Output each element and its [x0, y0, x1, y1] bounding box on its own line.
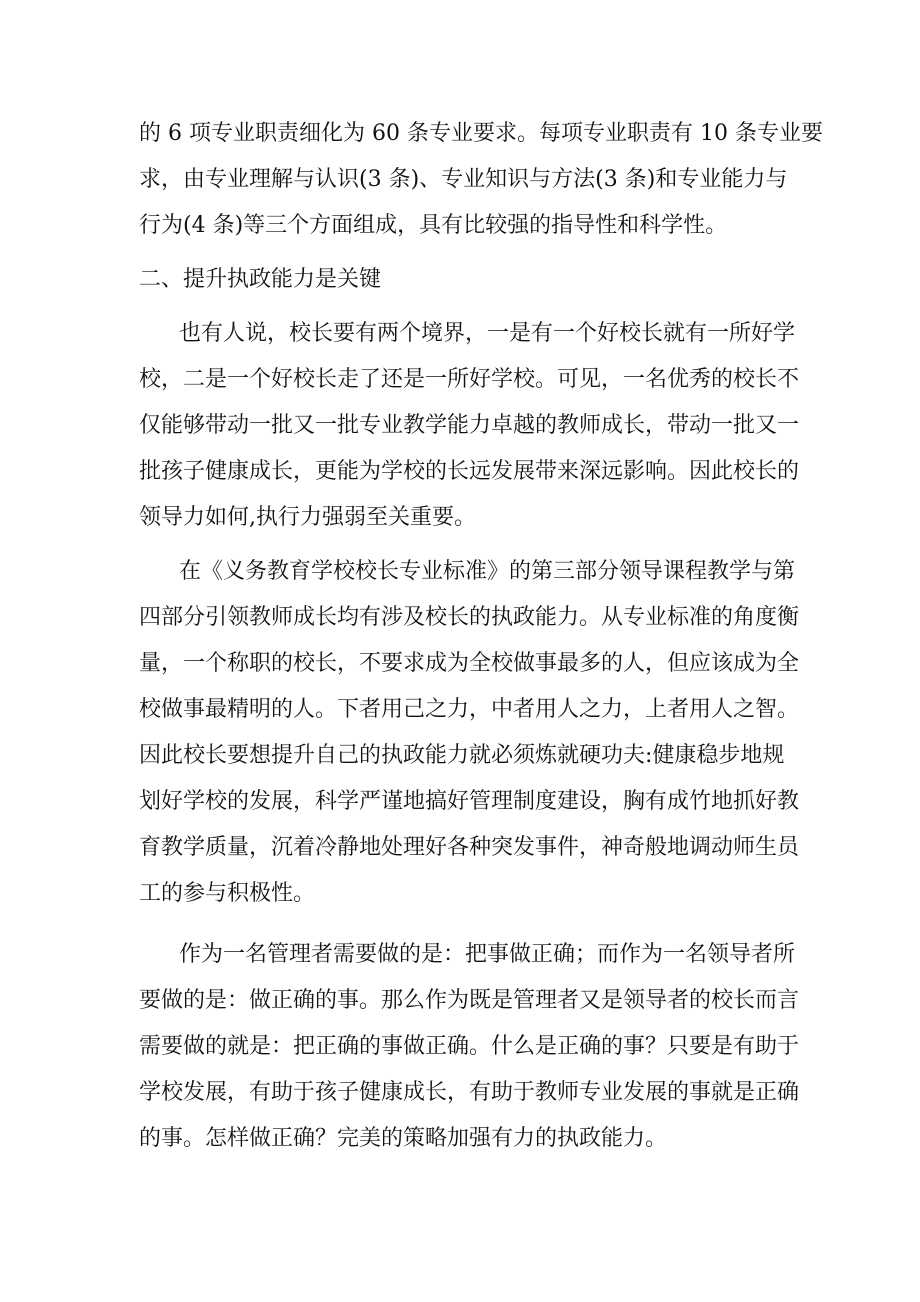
text-line: 需要做的就是：把正确的事做正确。什么是正确的事？只要是有助于 — [139, 1034, 800, 1059]
text-line: 要做的是：做正确的事。那么作为既是管理者又是领导者的校长而言 — [139, 988, 800, 1013]
text-line: 工的参与积极性。 — [139, 881, 316, 906]
text-line: 求，由专业理解与认识(3 条)、专业知识与方法(3 条)和专业能力与 — [139, 167, 788, 192]
paragraph-two-realms — [139, 311, 800, 541]
text-line: 划好学校的发展，科学严谨地搞好管理制度建设，胸有成竹地抓好教 — [139, 789, 800, 814]
text-line: 也有人说，校长要有两个境界，一是有一个好校长就有一所好学 — [179, 321, 796, 346]
paragraph-standard — [139, 549, 800, 917]
text-line: 校，二是一个好校长走了还是一所好学校。可见，一名优秀的校长不 — [139, 367, 800, 392]
text-line: 因此校长要想提升自己的执政能力就必须炼就硬功夫:健康稳步地规 — [139, 743, 785, 768]
heading-text: 二、提升执政能力是关键 — [139, 267, 382, 292]
paragraph-continuation — [139, 111, 823, 249]
text-line: 作为一名管理者需要做的是：把事做正确；而作为一名领导者所 — [179, 942, 796, 967]
text-line: 的事。怎样做正确？完美的策略加强有力的执政能力。 — [139, 1126, 668, 1151]
text-line: 四部分引领教师成长均有涉及校长的执政能力。从专业标准的角度衡 — [139, 605, 800, 630]
text-line: 在《义务教育学校校长专业标准》的第三部分领导课程教学与第 — [179, 559, 796, 584]
text-line: 校做事最精明的人。下者用己之力，中者用人之力，上者用人之智。 — [139, 697, 800, 722]
text-line: 量，一个称职的校长，不要求成为全校做事最多的人，但应该成为全 — [139, 651, 800, 676]
section-heading — [139, 257, 789, 303]
text-line: 育教学质量，沉着冷静地处理好各种突发事件，神奇般地调动师生员 — [139, 835, 800, 860]
text-line: 批孩子健康成长，更能为学校的长远发展带来深远影响。因此校长的 — [139, 459, 800, 484]
text-line: 仅能够带动一批又一批专业教学能力卓越的教师成长，带动一批又一 — [139, 413, 800, 438]
text-line: 的 6 项专业职责细化为 60 条专业要求。每项专业职责有 10 条专业要 — [139, 121, 823, 146]
text-line: 学校发展，有助于孩子健康成长，有助于教师专业发展的事就是正确 — [139, 1080, 800, 1105]
text-line: 行为(4 条)等三个方面组成，具有比较强的指导性和科学性。 — [139, 213, 728, 238]
paragraph-manager-leader — [139, 932, 800, 1162]
text-line: 领导力如何,执行力强弱至关重要。 — [139, 505, 476, 530]
